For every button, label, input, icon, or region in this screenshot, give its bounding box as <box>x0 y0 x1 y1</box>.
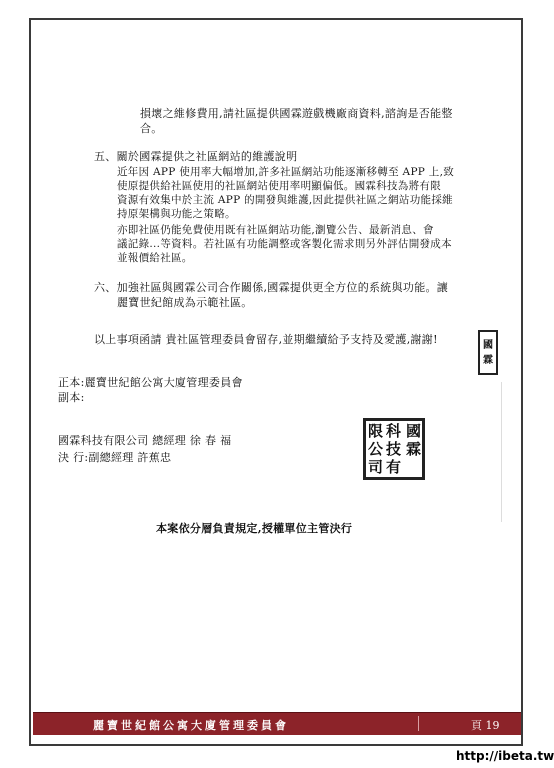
sender-line-1: 國霖科技有限公司 總經理 徐 春 福 <box>58 434 232 447</box>
page-footer <box>33 712 521 735</box>
delegation-note: 本案依分層負責規定,授權單位主管決行 <box>156 522 353 535</box>
side-seal-char: 國 <box>483 340 493 351</box>
side-seal-stamp <box>478 330 498 375</box>
seal-char: 霖 <box>406 440 422 458</box>
seal-char: 司 <box>368 458 384 476</box>
section-5-heading: 五、關於國霖提供之社區網站的維護說明 <box>94 150 298 163</box>
section-6-line-1: 六、加強社區與國霖公司合作關係,國霖提供更全方位的系統與功能。讓 <box>94 281 449 294</box>
sender-line-2: 決 行:副總經理 許蕉忠 <box>58 451 172 464</box>
body-line-1: 損壞之維修費用,請社區提供國霖遊戲機廠商資料,諮詢是否能整 <box>140 107 453 120</box>
section-5-paragraph-1-line-3: 資源有效集中於主流 APP 的開發與維護,因此提供社區之網站功能採維 <box>117 194 453 206</box>
section-5-paragraph-1-line-4: 持原架構與功能之策略。 <box>117 208 236 220</box>
section-5-paragraph-1-line-2: 使原提供給社區使用的社區網站使用率明顯偏低。國霖科技為將有限 <box>117 180 441 192</box>
seal-char: 公 <box>368 440 384 458</box>
section-6-line-2: 麗寶世紀館成為示範社區。 <box>117 296 253 309</box>
footer-title: 麗寶世紀館公寓大廈管理委員會 <box>93 719 289 732</box>
seal-char: 限 <box>368 422 384 440</box>
section-5-paragraph-2-line-1: 亦即社區仍能免費使用既有社區網站功能,瀏覽公告、最新消息、會 <box>117 224 434 236</box>
company-seal <box>363 418 425 480</box>
body-line-2: 合。 <box>140 122 163 135</box>
seal-char: 有 <box>386 458 402 476</box>
seal-char: 科 <box>386 422 402 440</box>
section-5-paragraph-2-line-2: 議記錄...等資料。若社區有功能調整或客製化需求則另外評估開發成本 <box>117 238 452 250</box>
site-watermark: http://ibeta.tw <box>456 749 554 763</box>
recipient-copy: 副本: <box>58 391 85 404</box>
section-5-paragraph-1-line-1: 近年因 APP 使用率大幅增加,許多社區網站功能逐漸移轉至 APP 上,致 <box>117 166 455 178</box>
section-5-paragraph-2-line-3: 並報價給社區。 <box>117 252 193 264</box>
seal-char: 國 <box>406 422 422 440</box>
closing-line: 以上事項函請 貴社區管理委員會留存,並期繼續給予支持及愛護,謝謝! <box>94 333 438 346</box>
side-seal-char: 霖 <box>483 355 493 366</box>
binding-line <box>501 382 502 522</box>
seal-char: 技 <box>386 440 402 458</box>
page-number: 頁 19 <box>471 719 500 732</box>
recipient-main: 正本:麗寶世紀館公寓大廈管理委員會 <box>58 376 243 389</box>
